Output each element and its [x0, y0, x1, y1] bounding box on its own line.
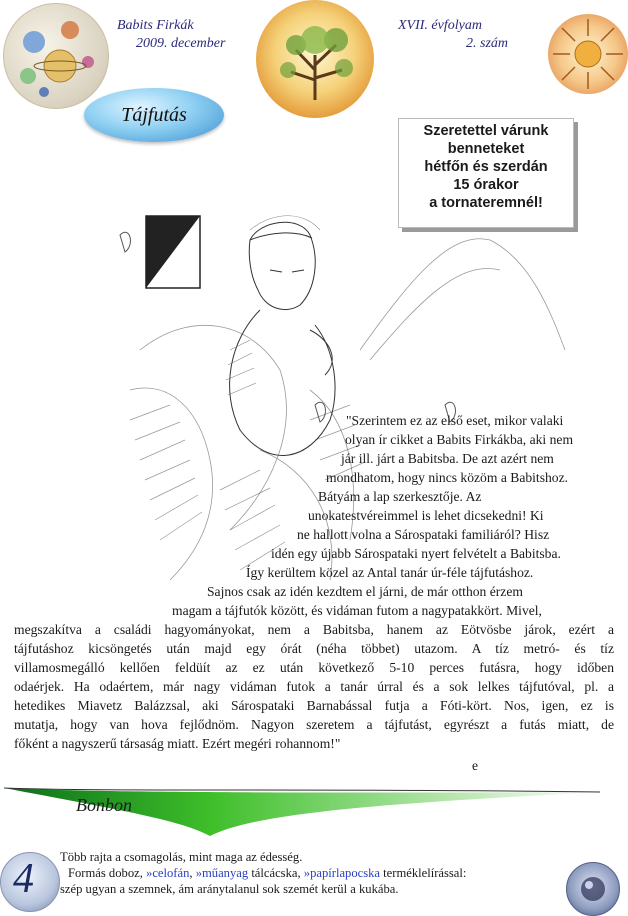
section-title: Tájfutás: [121, 103, 187, 126]
article-line: ne hallott volna a Sárospataki familiáról? Hisz: [297, 527, 550, 542]
article-line: magam a tájfutók között, és vidáman futom a nagypatakkört. Mivel,: [172, 603, 542, 618]
bonbon-line-2: [68, 865, 466, 881]
header-title: Babits Firkák: [117, 18, 194, 33]
notice-line: Szeretettel várunk: [423, 123, 549, 139]
article-line: hetedikes Miavetz Balázzsal, aki Sárospataki Barnabással futja a Fóti-kört. Nos, igen, ez is: [14, 698, 614, 713]
header-volume: XVII. évfolyam: [398, 18, 482, 33]
page-number-badge: [0, 852, 60, 912]
muanyag-link[interactable]: »műanyag: [195, 866, 249, 880]
notice-line: benneteket: [447, 141, 525, 157]
article-line: odaérjek. Ha odaértem, már nagy vidáman futok a tanár úrral és a sok lelkes tájfutóval, pl. a: [14, 679, 614, 694]
link-separator: ,: [189, 866, 193, 880]
orienteering-flag: [146, 216, 200, 288]
sun-circle-image: [548, 14, 628, 94]
article-signature: e: [472, 758, 479, 773]
bonbon-line-2-end: terméklelírással:: [383, 866, 467, 880]
page-number: 4: [13, 856, 34, 902]
planets-drawing: [4, 4, 108, 108]
header-issue: 2. szám: [466, 36, 509, 51]
header-date: 2009. december: [136, 36, 226, 51]
planets-circle-image: [3, 3, 109, 109]
notice-line: 15 órakor: [453, 177, 519, 193]
tree-drawing: [256, 0, 374, 118]
article-line: Így kerültem közel az Antal tanár úr-féle tájfutáshoz.: [246, 565, 534, 580]
article-line: villamosmegálló kellően feldüít az ez után következő 5-10 perces futásra, hogy időben: [14, 660, 614, 675]
notice-line: hétfőn és szerdán: [424, 159, 548, 175]
article-line: mondhatom, hogy nincs közöm a Babitshoz.: [326, 470, 569, 485]
article-line: Bátyám a lap szerkesztője. Az: [318, 489, 482, 504]
article-line: unokatestvéreimmel is lehet dicsekedni! Ki: [308, 508, 544, 523]
notice-line: a tornateremnél!: [429, 195, 543, 211]
article-line: tájfutáshoz kicsöngetés után majd egy órát (néha többet) utazom. A tíz metró- és tíz: [14, 641, 614, 656]
papirlapocska-link[interactable]: »papírlapocska: [303, 866, 380, 880]
sun-drawing: [548, 14, 628, 94]
candy-circle-image: [566, 862, 620, 916]
article-line: főként a nagyszerű társaság miatt. Ezért megéri rohannom!": [14, 736, 341, 751]
bonbon-line-2-middle: tálcácska,: [251, 866, 301, 880]
article-line: olyan ír cikket a Babits Firkákba, aki nem: [345, 432, 574, 447]
article-line: "Szerintem ez az első eset, mikor valaki: [346, 413, 564, 428]
article-line: idén egy újabb Sárospataki nyert felvételt a Babitsba.: [271, 546, 561, 561]
bonbon-line-3: szép ugyan a szemnek, ám aránytalanul sok szemét kerül a kukába.: [60, 882, 399, 896]
article-line: jár ill. járt a Babitsba. De azt azért nem: [341, 451, 554, 466]
bonbon-title: Bonbon: [76, 795, 132, 815]
candy-drawing: [567, 863, 619, 915]
tree-circle-image: [256, 0, 374, 118]
bonbon-line-2-start: Formás doboz,: [68, 866, 143, 880]
article-line: mutatja, hogy van hova fejlődnöm. Nagyon szeretem a tájfutást, egyrészt a futás miatt, de: [14, 717, 614, 732]
section-title-badge: [84, 88, 224, 142]
article-line: Sajnos csak az idén kezdtem el járni, de már otthon érzem: [207, 584, 523, 599]
article-line: megszakítva a családi hagyományokat, nem a Babitsba, hanem az Eötvösbe járok, ezért a: [14, 622, 614, 637]
celofan-link[interactable]: »celofán: [146, 866, 190, 880]
bonbon-line-1: Több rajta a csomagolás, mint maga az édesség.: [60, 850, 303, 864]
